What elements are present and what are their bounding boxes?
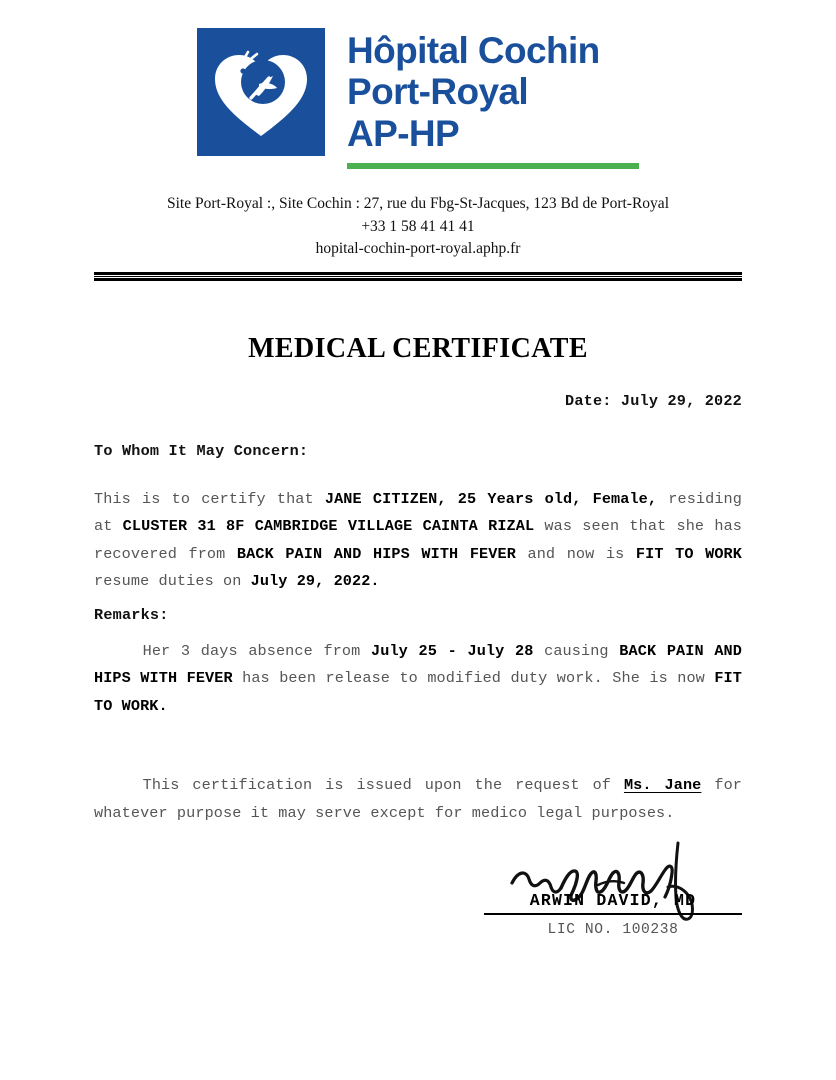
salutation: To Whom It May Concern: [94,441,309,460]
physician-license: LIC NO. 100238 [547,922,679,939]
paragraph-remarks [94,638,742,721]
issue-date: Date: July 29, 2022 [565,391,742,410]
hospital-address-block [0,193,836,260]
par-main-t5: resume duties on [94,572,251,591]
address-line-street: Site Port-Royal :, Site Cochin : 27, rue du Fbg-St-Jacques, 123 Bd de Port-Royal [167,195,669,213]
hospital-logo-lockup [197,28,639,169]
par-remarks-t3: has been release to modified duty work. She is now [232,669,715,688]
par-issue-t1: This certification is issued upon the request of [142,776,624,795]
certificate-body [94,333,742,939]
signature-block [94,891,742,938]
remarks-fitness-status: FIT TO WORK. [94,669,742,715]
fitness-status: FIT TO WORK [635,544,742,563]
letterhead [0,0,836,169]
absence-range: July 25 - July 28 [371,641,534,660]
paragraph-issuance [94,772,742,827]
paragraph-main [94,486,742,596]
requestor-name: Ms. Jane [623,776,702,795]
divider-inner-rule [94,276,742,277]
remarks-label: Remarks: [94,605,169,624]
par-remarks-t1: Her 3 days absence from [142,641,372,660]
logo-line-1: Hôpital Cochin [347,30,600,71]
hospital-logo-wordmark [347,28,639,169]
address-line-phone: +33 1 58 41 41 41 [361,217,475,235]
physician-name: ARWIN DAVID, MD [484,891,742,915]
signature-wrap [484,891,742,938]
logo-line-3: AP-HP [347,112,460,154]
par-main-t1: This is to certify that [94,489,325,508]
par-issue-t2: for whatever purpose it may serve except for medico legal purposes. [94,776,742,822]
par-main-t2: residing at [94,489,742,536]
diagnosis: BACK PAIN AND HIPS WITH FEVER [236,544,516,563]
letterhead-divider [94,272,742,281]
resume-date: July 29, 2022. [250,572,380,591]
par-remarks-t2: causing [533,641,620,660]
logo-line-2: Port-Royal [347,71,529,113]
hospital-heart-bird-logo-icon [197,28,325,156]
logo-green-rule [347,163,639,169]
patient-identity: JANE CITIZEN, 25 Years old, Female, [324,489,658,508]
patient-address: CLUSTER 31 8F CAMBRIDGE VILLAGE CAINTA RIZAL [122,517,535,536]
page-title: MEDICAL CERTIFICATE [248,332,588,364]
remarks-diagnosis: BACK PAIN AND HIPS WITH FEVER [94,641,742,688]
par-main-t4: and now is [515,544,636,563]
address-line-website: hopital-cochin-port-royal.aphp.fr [315,240,521,258]
par-main-t3: was seen that she has recovered from [94,517,742,563]
